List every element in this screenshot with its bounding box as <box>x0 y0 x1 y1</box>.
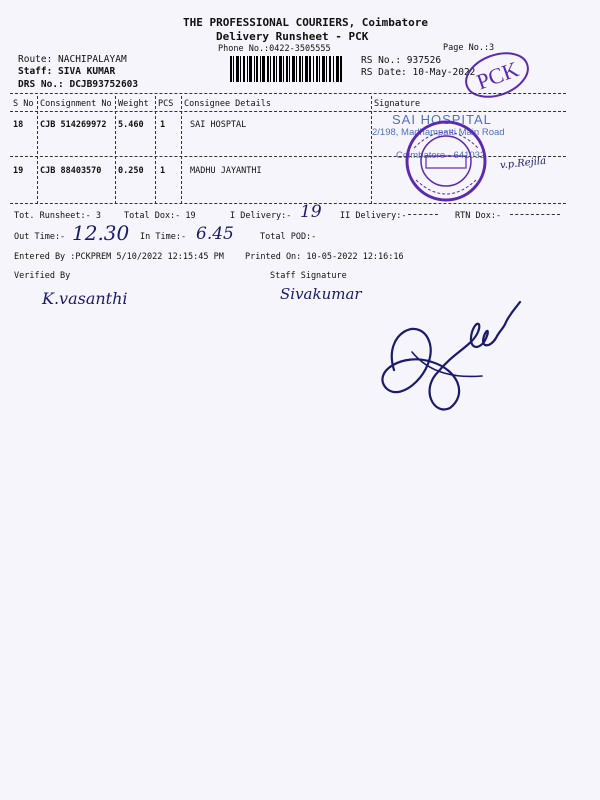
out-time: Out Time:- <box>14 232 66 242</box>
staff-signature-label: Staff Signature <box>270 271 347 281</box>
i-delivery: I Delivery:- <box>230 211 292 221</box>
route: Route: NACHIPALAYAM <box>18 54 127 65</box>
pck-stamp-text: PCK <box>473 56 522 95</box>
hospital-stamp-address: 2/198, Madhampatti Main Road <box>372 127 505 138</box>
received-seal <box>402 118 490 204</box>
out-time-handwritten: 12.30 <box>72 221 130 245</box>
in-time-handwritten: 6.45 <box>196 224 234 244</box>
runsheet-title: Delivery Runsheet - PCK <box>216 30 369 43</box>
staff-scribble-signature <box>372 292 542 422</box>
col-header-consignment: Consignment No <box>40 99 112 109</box>
row-sno: 18 <box>13 120 24 130</box>
receiver-signature: v.p.Rejila <box>499 155 547 172</box>
in-time: In Time:- <box>140 232 187 242</box>
total-runsheet: Tot. Runsheet:- 3 <box>14 211 101 221</box>
row-pcs: 1 <box>160 166 166 176</box>
col-header-pcs: PCS <box>158 99 174 109</box>
row-consignee: SAI HOSPTAL <box>190 120 247 130</box>
total-dox: Total Dox:- 19 <box>124 211 196 221</box>
rtn-dox: RTN Dox:- <box>455 211 502 221</box>
col-header-weight: Weight <box>118 99 149 109</box>
col-divider <box>115 96 116 204</box>
phone-number: Phone No.:0422-3505555 <box>218 44 331 54</box>
page-number: Page No.:3 <box>443 43 495 53</box>
barcode <box>230 56 342 82</box>
rs-date: RS Date: 10-May-2022 <box>361 67 476 78</box>
row-consignee: MADHU JAYANTHI <box>190 166 262 176</box>
col-header-sno: S No <box>13 99 34 109</box>
col-divider <box>37 96 38 204</box>
row-consignment: CJB 88403570 <box>40 166 102 176</box>
entered-by: Entered By :PCKPREM 5/10/2022 12:15:45 PM <box>14 252 224 262</box>
ii-delivery-blank <box>408 214 438 215</box>
rtn-dox-blank <box>510 214 560 215</box>
drs-number: DRS No.: DCJB93752603 <box>18 79 139 90</box>
row-sno: 19 <box>13 166 24 176</box>
col-header-consignee: Consignee Details <box>184 99 271 109</box>
row-weight: 0.250 <box>118 166 144 176</box>
ii-delivery: II Delivery:- <box>340 211 407 221</box>
col-header-signature: Signature <box>374 99 421 109</box>
verified-by-signature: K.vasanthi <box>42 289 128 308</box>
staff-signature-text: Sivakumar <box>280 285 362 303</box>
i-delivery-handwritten: 19 <box>300 202 322 222</box>
col-divider <box>181 96 182 204</box>
hospital-stamp-city: Coimbatore - 641032 <box>396 150 486 161</box>
total-pod: Total POD:- <box>260 232 317 242</box>
staff-name: Staff: SIVA KUMAR <box>18 66 116 77</box>
rs-number: RS No.: 937526 <box>361 55 442 66</box>
hospital-stamp-name: SAI HOSPITAL <box>392 112 492 127</box>
row-weight: 5.460 <box>118 120 144 130</box>
table-top-rule <box>10 93 566 94</box>
col-divider <box>155 96 156 204</box>
col-divider <box>371 96 372 204</box>
printed-on: Printed On: 10-05-2022 12:16:16 <box>245 252 404 262</box>
row-consignment: CJB 514269972 <box>40 120 107 130</box>
company-title: THE PROFESSIONAL COURIERS, Coimbatore <box>183 16 429 29</box>
verified-by-label: Verified By <box>14 271 71 281</box>
row-pcs: 1 <box>160 120 166 130</box>
